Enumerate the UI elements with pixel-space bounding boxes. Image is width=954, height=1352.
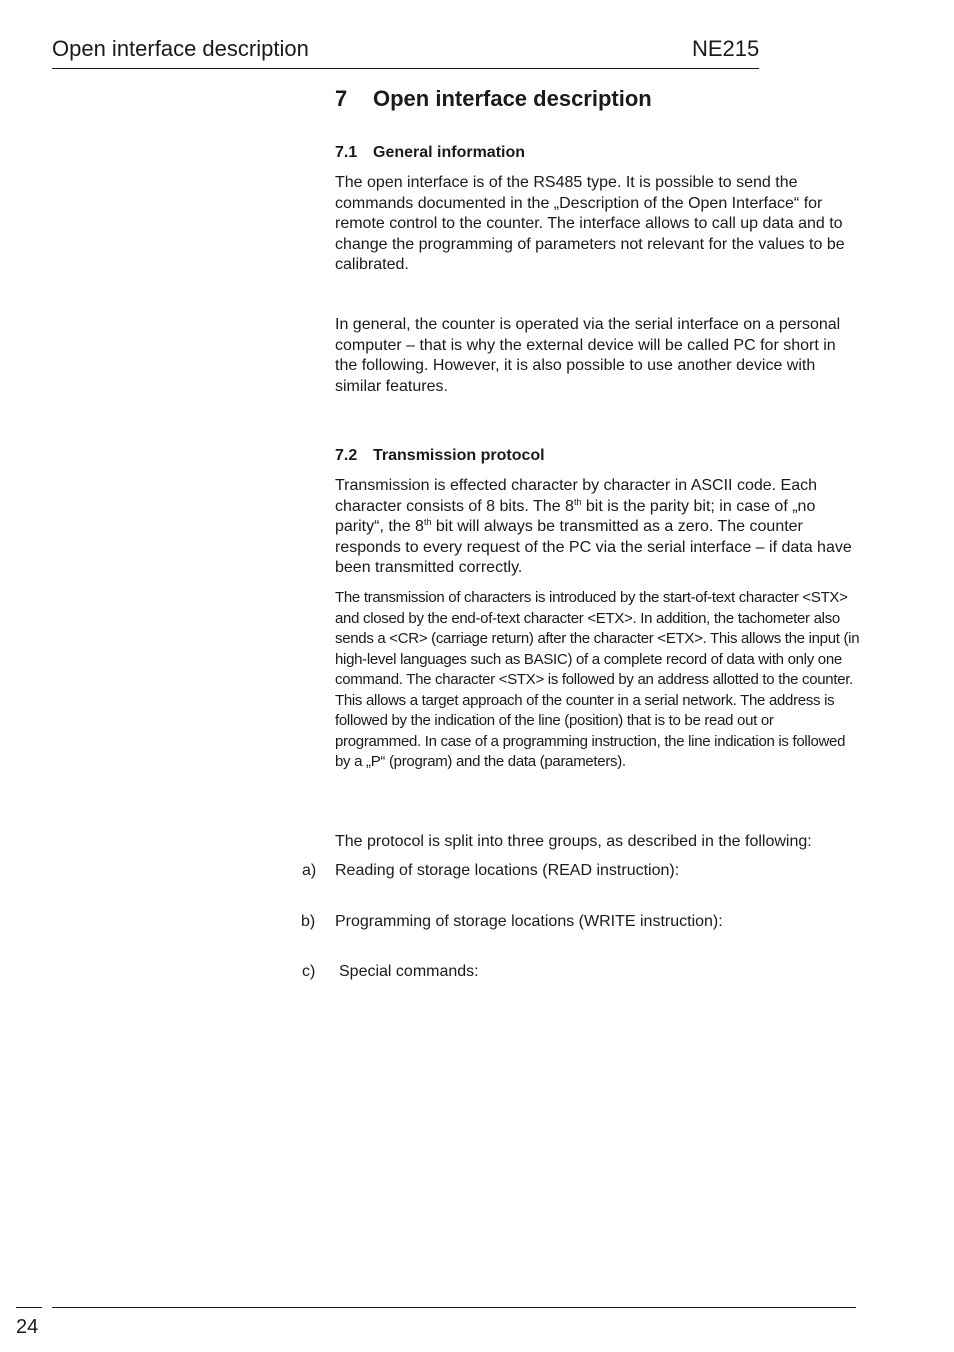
section-heading	[335, 86, 652, 112]
section-title: Open interface description	[373, 86, 652, 111]
list-item-text: Reading of storage locations (READ instruction):	[335, 862, 680, 879]
page-number: 24	[16, 1316, 39, 1338]
paragraph-protocol-2: The transmission of characters is introduced by the start-of-text character <STX> and closed by the end-of-text character <ETX>. In addition, the tachometer also sends a <CR> (carriage return) after the character <ETX>. This allows the input (in high-level languages such as BASIC) of a complete record of data with only one command. The character <STX> is followed by an address allotted to the counter. This allows a target approach of the counter in a serial network. The address is followed by the indication of the line (position) that is to be read out or programmed. In case of a programming instruction, the line indication is followed by a „P“ (program) and the data (parameters).	[335, 589, 860, 770]
paragraph-protocol-3: The protocol is split into three groups, as described in the following:	[335, 833, 812, 850]
subsection-title: General information	[373, 144, 526, 161]
text-run: Transmission is effected character by character in ASCII code. Each character consists of 8 bits. The 8	[335, 477, 817, 515]
subsection-heading-general	[335, 144, 525, 162]
list-item-text: Programming of storage locations (WRITE instruction):	[335, 913, 723, 930]
subsection-heading-protocol	[335, 447, 545, 465]
list-item-label: a)	[302, 862, 317, 879]
subsection-number: 7.2	[335, 447, 358, 464]
footer-rule	[52, 1307, 856, 1308]
header-rule	[52, 68, 759, 69]
subsection-title: Transmission protocol	[373, 447, 545, 464]
footer-rule-short	[16, 1307, 42, 1308]
list-item-label: b)	[301, 913, 316, 930]
paragraph-general-1: The open interface is of the RS485 type. It is possible to send the commands documented in the „Description of the Open Interface“ for remote control to the counter. The interface allows to call up data and to change the programming of parameters not relevant for the values to be calibrated.	[335, 174, 845, 273]
paragraph-general-2: In general, the counter is operated via the serial interface on a personal computer – that is why the external device will be called PC for short in the following. However, it is also possible to use another device with similar features.	[335, 316, 841, 395]
subsection-number: 7.1	[335, 144, 358, 161]
text-run: bit is the parity bit; in case of „no parity“, the 8	[335, 497, 816, 535]
page-header-model: NE215	[692, 36, 760, 61]
page-header-title: Open interface description	[52, 36, 309, 61]
superscript: th	[573, 496, 582, 507]
text-run: bit will always be transmitted as a zero. The counter responds to every request of the PC via the serial interface – if data have been transmitted correctly.	[335, 518, 852, 576]
list-item-label: c)	[302, 963, 316, 980]
superscript: th	[423, 517, 432, 527]
section-number: 7	[335, 86, 348, 111]
list-item-text: Special commands:	[339, 963, 479, 980]
paragraph-protocol-1	[335, 476, 860, 579]
